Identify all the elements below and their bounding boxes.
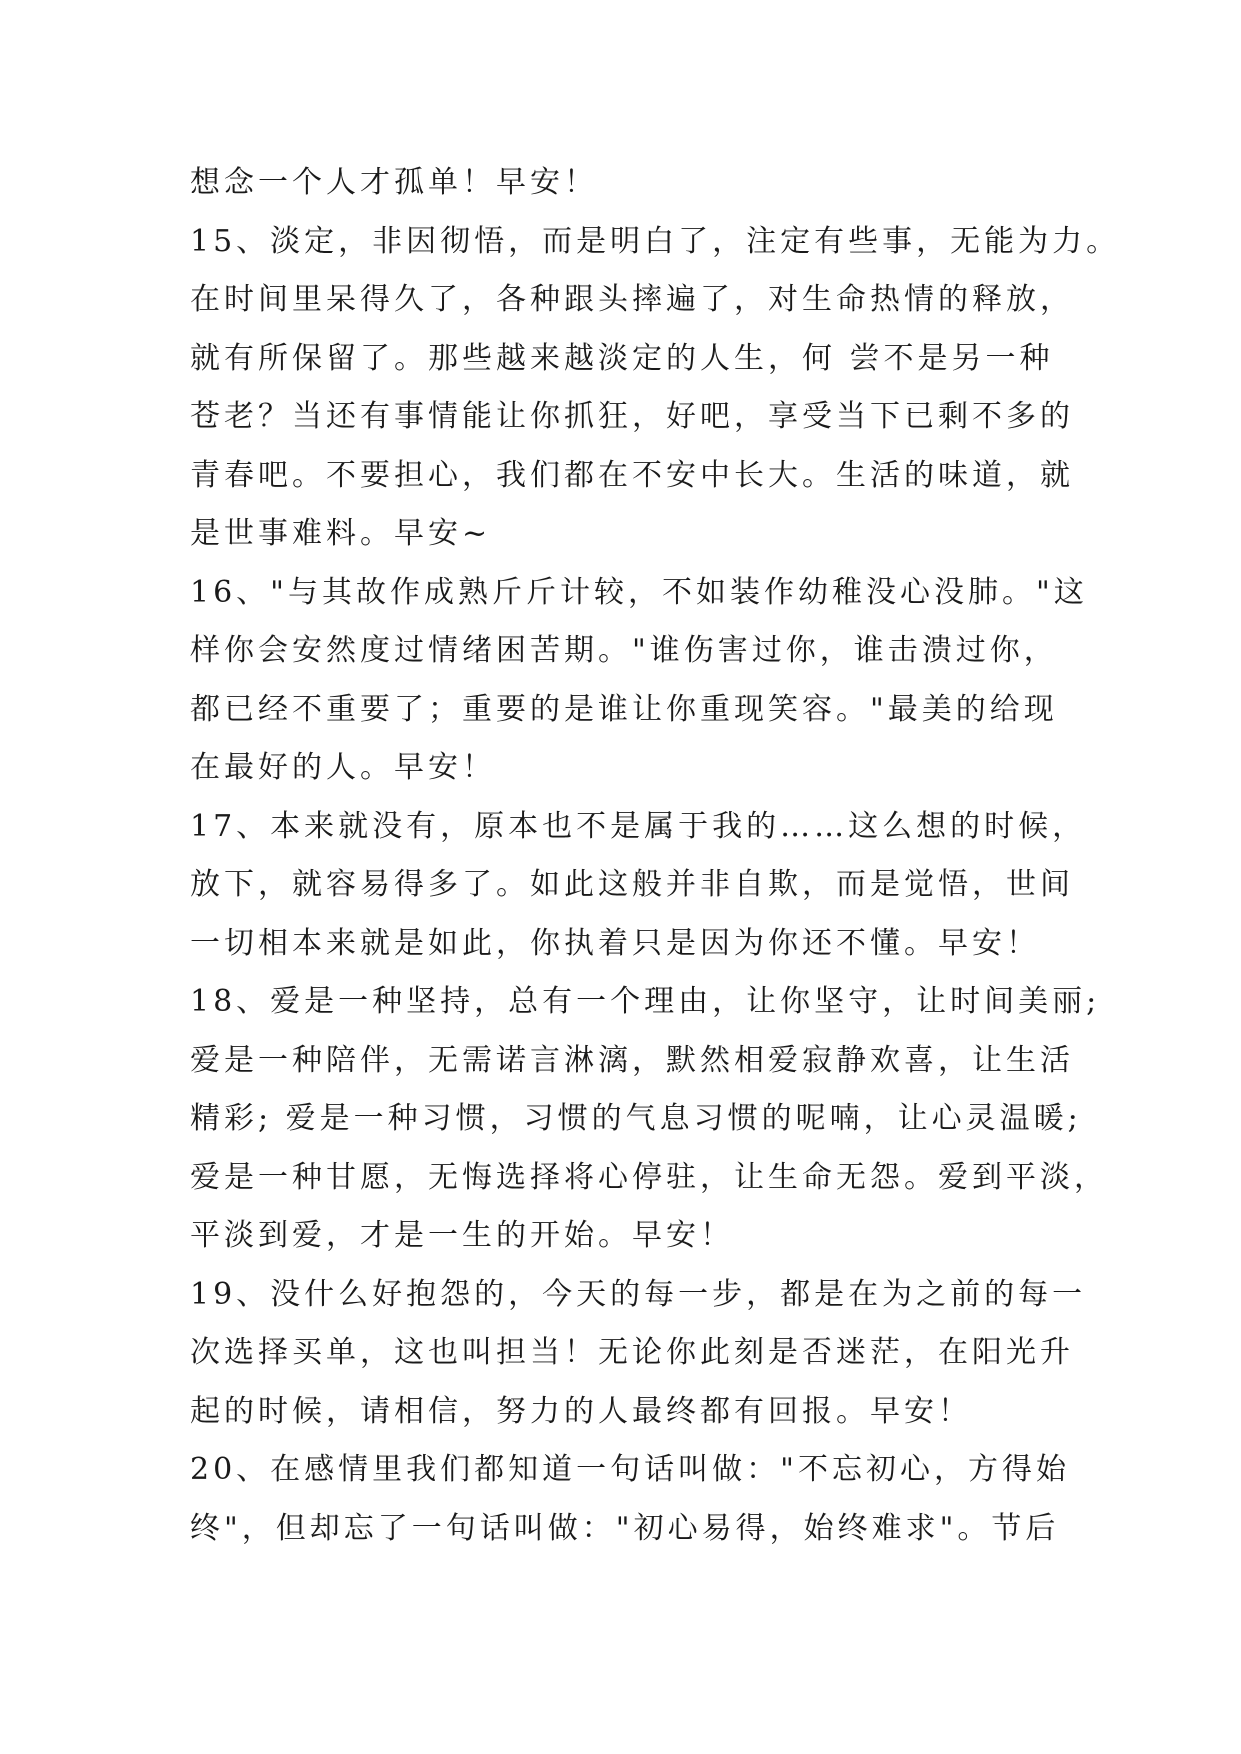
text-line: 19、没什么好抱怨的，今天的每一步，都是在为之前的每一 — [190, 1276, 1087, 1312]
text-line: 平淡到爱，才是一生的开始。早安！ — [190, 1218, 734, 1253]
text-line: 青春吧。不要担心，我们都在不安中长大。生活的味道，就 — [190, 457, 1074, 493]
text-line: 就有所保留了。那些越来越淡定的人生，何 尝不是另一种 — [190, 340, 1054, 376]
document-body — [190, 154, 1121, 1558]
text-line: 在时间里呆得久了，各种跟头摔遍了，对生命热情的释放， — [190, 282, 1074, 317]
text-line: 都已经不重要了；重要的是谁让你重现笑容。"最美的给现 — [190, 691, 1058, 727]
text-line: 一切相本来就是如此，你执着只是因为你还不懂。早安！ — [190, 925, 1040, 961]
text-line: 想念一个人才孤单！早安！ — [190, 165, 598, 200]
text-line: 15、淡定，非因彻悟，而是明白了，注定有些事，无能为力。 — [190, 223, 1121, 259]
text-line: 在最好的人。早安！ — [190, 750, 496, 785]
text-line: 16、"与其故作成熟斤斤计较，不如装作幼稚没心没肺。"这 — [190, 574, 1088, 610]
text-line: 终"，但却忘了一句话叫做："初心易得，始终难求"。节后 — [190, 1510, 1060, 1546]
text-line: 爱是一种陪伴，无需诺言淋漓，默然相爱寂静欢喜，让生活 — [190, 1042, 1074, 1078]
text-line: 次选择买单，这也叫担当！无论你此刻是否迷茫，在阳光升 — [190, 1335, 1074, 1370]
text-line: 样你会安然度过情绪困苦期。"谁伤害过你，谁击溃过你， — [190, 633, 1058, 668]
text-line: 爱是一种甘愿，无悔选择将心停驻，让生命无怨。爱到平淡， — [190, 1159, 1108, 1195]
text-line: 17、本来就没有，原本也不是属于我的……这么想的时候， — [190, 808, 1087, 844]
text-line: 是世事难料。早安~ — [190, 516, 492, 551]
text-line: 苍老？当还有事情能让你抓狂，好吧，享受当下已剩不多的 — [190, 399, 1074, 434]
text-line: 20、在感情里我们都知道一句话叫做："不忘初心，方得始 — [190, 1452, 1070, 1487]
text-line: 18、爱是一种坚持，总有一个理由，让你坚守，让时间美丽; — [190, 984, 1101, 1019]
text-line: 放下，就容易得多了。如此这般并非自欺，而是觉悟，世间 — [190, 867, 1074, 902]
text-line: 起的时候，请相信，努力的人最终都有回报。早安！ — [190, 1393, 972, 1429]
text-line: 精彩; 爱是一种习惯，习惯的气息习惯的呢喃，让心灵温暖; — [190, 1101, 1082, 1136]
